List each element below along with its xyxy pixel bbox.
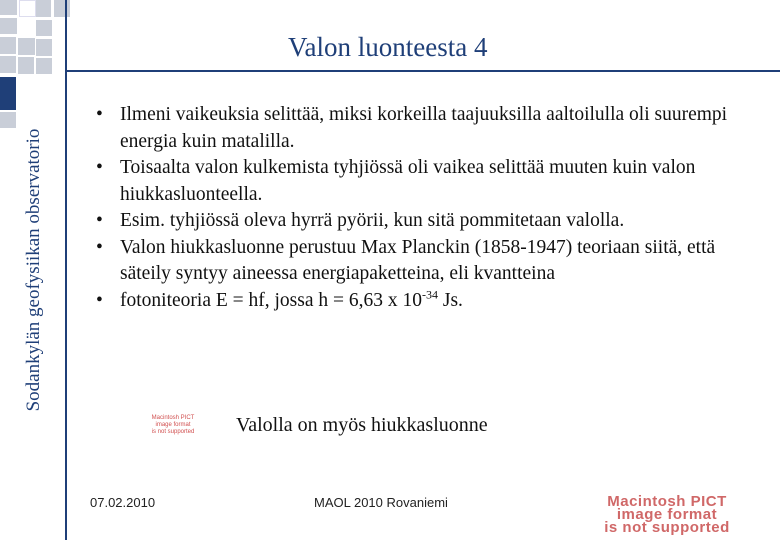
deco-square [18, 57, 34, 74]
placeholder-line: Macintosh PICT [607, 493, 727, 510]
bullet-marker: • [96, 236, 103, 258]
footer-event: MAOL 2010 Rovaniemi [314, 495, 448, 510]
deco-square [0, 77, 16, 110]
placeholder-line: image format [616, 506, 718, 523]
deco-square [0, 112, 16, 128]
deco-square [0, 37, 16, 54]
slide-title: Valon luonteesta 4 [288, 32, 488, 62]
deco-square [36, 0, 51, 17]
sidebar-organization-label: Sodankylän geofysiikan observatorio [23, 128, 44, 412]
deco-square [19, 0, 36, 17]
bullet-marker: • [96, 157, 103, 178]
deco-square [36, 20, 52, 36]
image-placeholder-large [557, 495, 777, 534]
bullet-item [96, 208, 766, 235]
placeholder-line: is not supported [151, 429, 195, 435]
deco-square [0, 56, 16, 73]
sidebar-decoration [0, 0, 65, 540]
title-underline [65, 70, 780, 72]
bullet-text: Ilmeni vaikeuksia selittää, miksi korkeilla taajuuksilla aaltoilulla oli suurempi energia kuin matalilla. [120, 104, 728, 152]
bullet-text: Valon hiukkasluonne perustuu Max Planckin (1858-1947) teoriaan siitä, että säteily syntyy aineessa energiapaketteina, eli kvantteina [120, 236, 716, 284]
bullet-item [96, 102, 766, 155]
bullet-text-formula: fotoniteoria E = hf, jossa h = 6,63 x 10 [120, 289, 422, 311]
deco-square [0, 0, 17, 15]
bullet-text: Esim. tyhjiössä oleva hyrrä pyörii, kun sitä pommitetaan valolla. [120, 210, 625, 231]
deco-square [36, 39, 52, 56]
bullet-marker: • [96, 289, 103, 311]
placeholder-line: image format [155, 422, 191, 428]
placeholder-line: is not supported [604, 519, 730, 536]
placeholder-line: Macintosh PICT [151, 415, 195, 421]
deco-square [18, 38, 35, 55]
bullet-text: Toisaalta valon kulkemista tyhjiössä oli vaikea selittää muuten kuin valon hiukkasluonteella. [120, 157, 696, 205]
deco-square [0, 18, 17, 34]
image-caption: Valolla on myös hiukkasluonne [236, 414, 488, 436]
deco-square [36, 58, 52, 74]
exponent: -34 [422, 287, 438, 301]
vertical-divider [65, 0, 67, 540]
bullet-item [96, 288, 766, 315]
bullet-marker: • [96, 104, 103, 125]
bullet-list [96, 102, 766, 314]
bullet-item [96, 235, 766, 288]
deco-square [54, 0, 70, 17]
bullet-text-unit: Js. [438, 289, 463, 311]
bullet-marker: • [96, 210, 103, 231]
image-placeholder-small [147, 415, 199, 439]
bullet-item [96, 155, 766, 208]
footer-date: 07.02.2010 [90, 495, 156, 510]
